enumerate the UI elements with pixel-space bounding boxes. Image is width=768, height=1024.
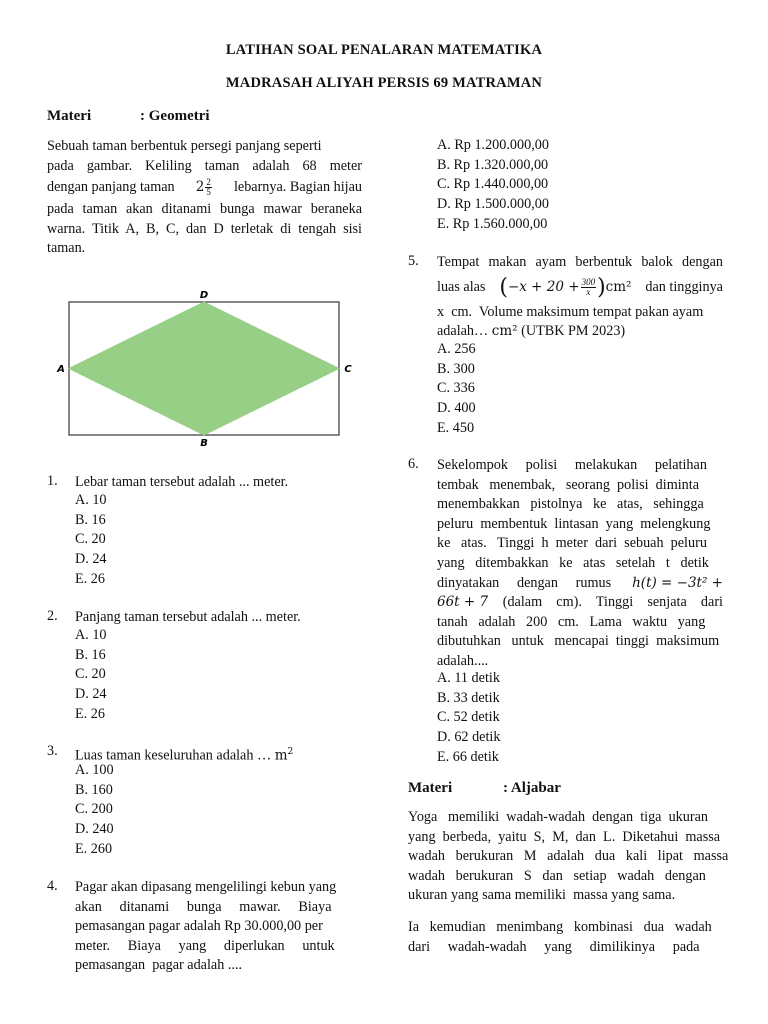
option-c[interactable]: C. 336 xyxy=(437,380,475,397)
option-list xyxy=(437,341,476,439)
question-text: Panjang taman tersebut adalah ... meter. xyxy=(75,609,301,625)
option-c[interactable]: C. 52 detik xyxy=(437,709,500,726)
intro-line: pada taman akan ditanami bunga mawar beraneka xyxy=(47,201,362,217)
option-a[interactable]: A. 256 xyxy=(437,341,476,357)
option-c[interactable]: C. 20 xyxy=(75,531,106,548)
intro-line-mixed: dengan panjang taman 2 $\frac{2}{5}$ lebarnya. Bagian hijau xyxy=(47,177,362,198)
option-e[interactable]: E. 260 xyxy=(75,840,113,857)
base-area-line: luas alas (−x + 20 + $\frac{300}{x}$ )cm² dan tingginya xyxy=(437,274,723,300)
intro-line: warna. Titik A, B, C, dan D terletak di tengah sisi xyxy=(47,220,362,237)
option-list xyxy=(75,492,107,590)
option-d[interactable]: D. 62 detik xyxy=(437,729,501,746)
option-b[interactable]: B. 33 detik xyxy=(437,689,500,706)
height-formula: ℎ(𝑡) = −3𝑡² + xyxy=(632,574,723,591)
point-b-label: B xyxy=(200,438,208,449)
option-b[interactable]: B. 160 xyxy=(75,781,113,798)
point-d-label: D xyxy=(199,290,209,301)
intro-line: taman. xyxy=(47,240,86,256)
question-number: 4. xyxy=(47,878,58,894)
option-d[interactable]: D. Rp 1.500.000,00 xyxy=(437,196,549,213)
area-unit: m xyxy=(274,747,288,764)
option-e[interactable]: E. 26 xyxy=(75,705,105,722)
point-c-label: C xyxy=(344,364,352,375)
question-number: 5. xyxy=(408,253,419,269)
option-d[interactable]: D. 24 xyxy=(75,686,107,703)
question-number: 3. xyxy=(47,743,58,759)
point-a-label: A xyxy=(57,364,65,375)
option-c[interactable]: C. Rp 1.440.000,00 xyxy=(437,176,549,193)
question-text: Sekelompok polisi melakukan pelatihan tembak menembak, seorang polisi diminta menembakkan pistolnya ke atas, sehingga peluru membentuk lintasan yang melengkung ke atas. Tinggi h meter dari sebuah peluru yang ditembakkan ke atas setelah t detik dinyatakan dengan rumus ℎ(𝑡) = −3𝑡² + 66𝑡 + 7 (dalam cm). Tinggi senjata dari tanah adalah 200 cm. Lama waktu yang dibutuhkan untuk mencapai tinggi maksimum adalah.... xyxy=(437,457,723,669)
option-c[interactable]: C. 200 xyxy=(75,801,113,818)
formula-line: dinyatakan dengan rumus ℎ(𝑡) = −3𝑡² + xyxy=(437,574,723,594)
option-d[interactable]: D. 400 xyxy=(437,400,476,417)
question-number: 2. xyxy=(47,608,58,624)
question-text: Pagar akan dipasang mengelilingi kebun yang akan ditanami bunga mawar. Biaya pemasangan pagar adalah Rp 30.000,00 per meter. Biaya yang diperlukan untuk pemasangan pagar adalah .... xyxy=(75,879,337,974)
garden-diagram xyxy=(55,285,360,450)
mixed-number: 2 $\frac{2}{5}$ xyxy=(195,177,211,198)
option-list xyxy=(75,627,107,725)
question-text: Tempat makan ayam berbentuk balok dengan luas alas (−x + 20 + $\frac{300}{x}$ )cm² dan tingginya x cm. Volume maksimum tempat pakan ayam adalah… cm² (UTBK PM 2023) xyxy=(437,254,723,340)
option-b[interactable]: B. 16 xyxy=(75,511,106,528)
option-d[interactable]: D. 24 xyxy=(75,551,107,568)
algebra-paragraph-2: Ia kemudian menimbang kombinasi dua wadah dari wadah-wadah yang dimilikinya pada xyxy=(408,919,712,955)
option-b[interactable]: B. Rp 1.320.000,00 xyxy=(437,156,549,173)
question-4-options xyxy=(437,137,549,235)
document-title: LATIHAN SOAL PENALARAN MATEMATIKA xyxy=(225,42,543,58)
intro-line: Sebuah taman berbentuk persegi panjang seperti xyxy=(47,138,322,154)
intro-line: pada gambar. Keliling taman adalah 68 meter xyxy=(47,157,362,174)
option-list xyxy=(437,670,500,768)
school-name: MADRASAH ALIYAH PERSIS 69 MATRAMAN xyxy=(225,75,543,91)
section-label: Materi xyxy=(47,108,92,124)
option-d[interactable]: D. 240 xyxy=(75,821,114,838)
question-number: 1. xyxy=(47,473,58,489)
question-text: Lebar taman tersebut adalah ... meter. xyxy=(75,474,289,490)
section-label: Materi xyxy=(408,780,453,796)
base-area-expression: (−x + 20 + $\frac{300}{x}$ )cm² xyxy=(499,274,632,300)
option-e[interactable]: E. 26 xyxy=(75,570,105,587)
algebra-paragraph-1: Yoga memiliki wadah-wadah dengan tiga ukuran yang berbeda, yaitu S, M, dan L. Diketahui massa wadah berukuran M adalah dua kali lipat massa wadah berukuran S dan setiap wadah dengan ukuran yang sama memiliki massa yang sama. xyxy=(408,809,729,904)
option-b[interactable]: B. 16 xyxy=(75,646,106,663)
section-topic: : Geometri xyxy=(140,108,210,124)
option-e[interactable]: E. 450 xyxy=(437,419,475,436)
garden-figure xyxy=(55,285,360,450)
option-a[interactable]: A. 10 xyxy=(75,627,107,643)
question-text: Luas taman keseluruhan adalah … $m^2$ xyxy=(75,747,294,764)
option-e[interactable]: E. 66 detik xyxy=(437,748,499,765)
option-a[interactable]: A. 10 xyxy=(75,492,107,508)
section-topic: : Aljabar xyxy=(503,780,561,796)
option-c[interactable]: C. 20 xyxy=(75,666,106,683)
option-a[interactable]: A. 100 xyxy=(75,762,114,778)
formula-line: 66𝑡 + 7 (dalam cm). Tinggi senjata dari xyxy=(437,594,723,611)
option-a[interactable]: A. 11 detik xyxy=(437,670,500,686)
question-number: 6. xyxy=(408,456,419,472)
intro-paragraph xyxy=(47,137,362,259)
option-b[interactable]: B. 300 xyxy=(437,360,475,377)
option-a[interactable]: A. Rp 1.200.000,00 xyxy=(437,137,549,153)
option-list xyxy=(75,762,114,860)
option-e[interactable]: E. Rp 1.560.000,00 xyxy=(437,215,548,232)
